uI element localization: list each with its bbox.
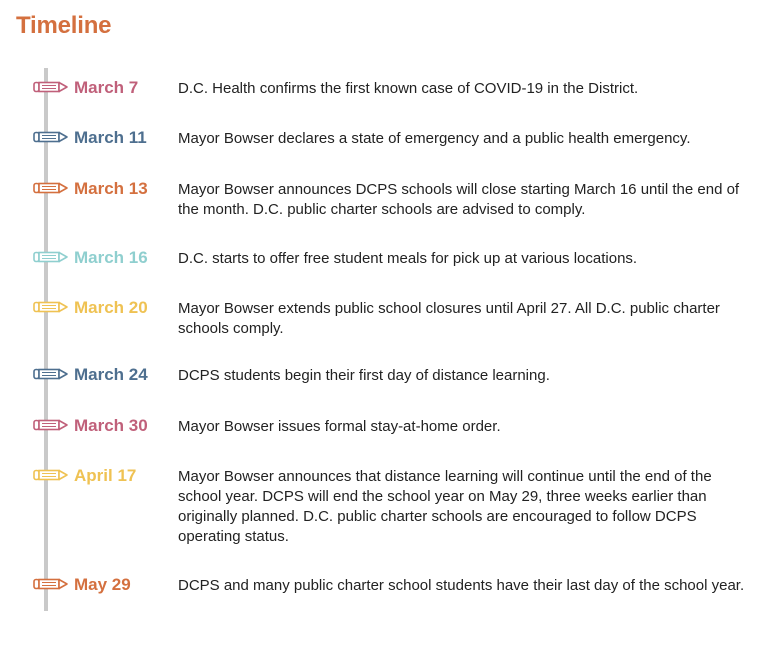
pencil-icon xyxy=(33,467,69,483)
event-date: March 30 xyxy=(74,416,148,435)
event-description: Mayor Bowser declares a state of emergency and a public health emergency. xyxy=(178,130,691,147)
page-title: Timeline xyxy=(16,12,112,39)
event-description: Mayor Bowser extends public school closures until April 27. All D.C. public charter schools comply. xyxy=(178,300,720,337)
pencil-icon xyxy=(33,79,69,95)
event-description: DCPS and many public charter school students have their last day of the school year. xyxy=(178,577,745,594)
timeline-line xyxy=(44,68,48,611)
event-description: D.C. Health confirms the first known case of COVID-19 in the District. xyxy=(178,80,639,97)
event-date: March 16 xyxy=(74,248,148,267)
event-description: D.C. starts to offer free student meals for pick up at various locations. xyxy=(178,250,638,267)
pencil-icon xyxy=(33,249,69,265)
event-description: Mayor Bowser announces that distance learning will continue until the end of the school year. DCPS will end the school year on May 29, three weeks earlier than originally planned. D.C. public charter schools are encouraged to follow DCPS operating status. xyxy=(178,468,712,545)
event-date: March 7 xyxy=(74,78,139,97)
event-date: March 24 xyxy=(74,365,148,384)
pencil-icon xyxy=(33,180,69,196)
pencil-icon xyxy=(33,576,69,592)
event-date: March 11 xyxy=(74,128,147,147)
pencil-icon xyxy=(33,129,69,145)
pencil-icon xyxy=(33,417,69,433)
event-date: May 29 xyxy=(74,575,131,594)
event-date: April 17 xyxy=(74,466,137,485)
event-date: March 20 xyxy=(74,298,148,317)
event-description: Mayor Bowser announces DCPS schools will close starting March 16 until the end of the month. D.C. public charter schools are advised to comply. xyxy=(178,181,740,218)
pencil-icon xyxy=(33,299,69,315)
event-description: DCPS students begin their first day of distance learning. xyxy=(178,367,550,384)
pencil-icon xyxy=(33,366,69,382)
event-date: March 13 xyxy=(74,179,148,198)
event-description: Mayor Bowser issues formal stay-at-home order. xyxy=(178,418,501,435)
